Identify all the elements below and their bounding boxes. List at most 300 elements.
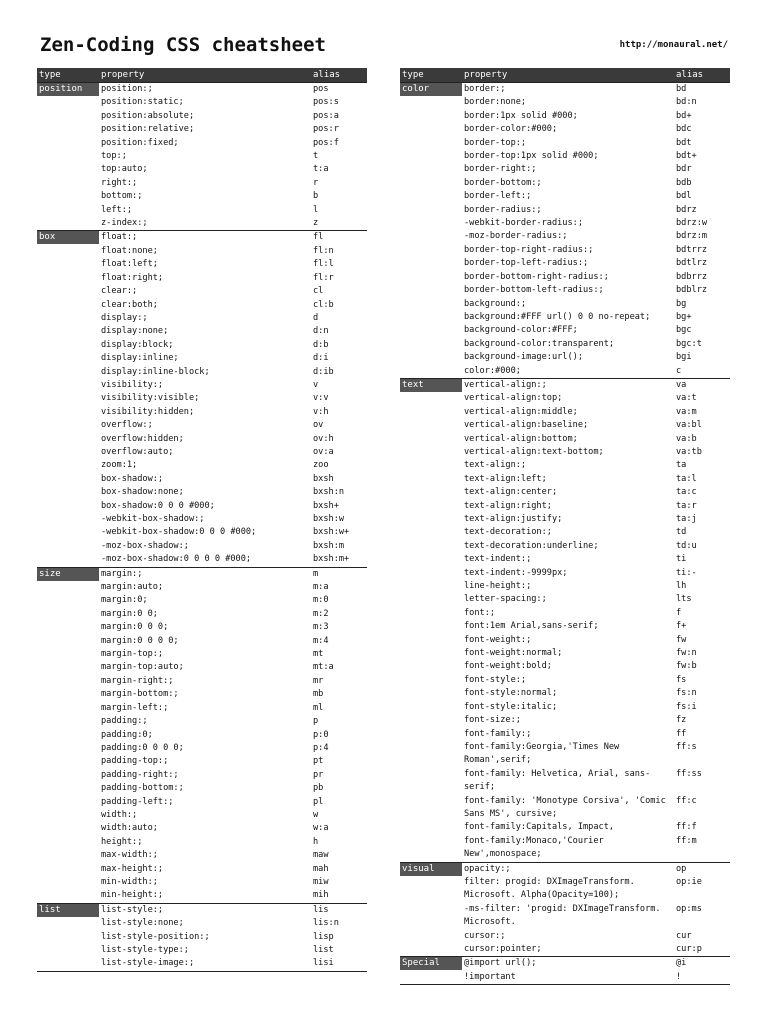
table-row: [462, 500, 730, 513]
property-cell: border-bottom:;: [464, 177, 542, 188]
property-cell: display:;: [101, 312, 148, 323]
property-cell: top:;: [101, 151, 127, 162]
property-cell: right:;: [101, 177, 138, 188]
table-row: [99, 446, 367, 459]
property-cell: background:;: [464, 298, 527, 309]
property-cell: clear:;: [101, 286, 138, 297]
alias-cell: ff:c: [676, 795, 697, 806]
group-label: position: [37, 83, 99, 96]
table-row: [462, 957, 730, 970]
alias-cell: cur:p: [676, 944, 702, 954]
property-cell: z-index:;: [101, 218, 148, 229]
alias-cell: list: [313, 945, 334, 955]
table-row: [99, 379, 367, 392]
table-row: [99, 809, 367, 822]
alias-cell: b: [313, 191, 319, 202]
property-cell: float:left;: [101, 259, 158, 270]
alias-cell: miw: [313, 876, 329, 887]
table-row: [462, 971, 730, 984]
table-row: [99, 863, 367, 876]
property-cell: padding-right:;: [101, 769, 179, 780]
table-row: [99, 177, 367, 190]
alias-cell: maw: [313, 850, 329, 861]
table-row: [462, 96, 730, 109]
alias-cell: cl:b: [313, 299, 334, 310]
table-row: [99, 231, 367, 244]
property-cell: position:fixed;: [101, 137, 179, 148]
table-row: [99, 594, 367, 607]
alias-cell: pos: [313, 84, 329, 94]
property-cell: background-image:url();: [464, 352, 583, 363]
table-row: [462, 177, 730, 190]
table-bottom-rule: [37, 971, 367, 972]
alias-cell: v:h: [313, 406, 329, 417]
property-cell: font-style:normal;: [464, 688, 558, 699]
table-row: [462, 433, 730, 446]
alias-cell: va:bl: [676, 420, 702, 431]
header-property: property: [101, 70, 145, 80]
table-row: [462, 647, 730, 660]
alias-cell: bdrz:w: [676, 218, 708, 229]
alias-cell: m:2: [313, 608, 329, 619]
property-cell: box-shadow:none;: [101, 487, 184, 498]
group-label: Special: [400, 957, 462, 970]
property-cell: visibility:;: [101, 379, 164, 390]
property-cell: vertical-align:text-bottom;: [464, 446, 604, 457]
table-row: [462, 687, 730, 700]
alias-cell: bdblrz: [676, 285, 708, 296]
property-cell: border:1px solid #000;: [464, 110, 578, 121]
table-row: [99, 190, 367, 203]
alias-cell: ov:a: [313, 446, 334, 457]
alias-cell: fl:l: [313, 259, 334, 270]
property-cell: font-style:;: [464, 674, 527, 685]
table-row: [462, 230, 730, 243]
property-cell: list-style:none;: [101, 918, 184, 929]
table-row: [462, 701, 730, 714]
table-row: [99, 822, 367, 835]
alias-cell: ov: [313, 420, 324, 431]
property-cell: height:;: [101, 836, 143, 847]
table-row: [99, 96, 367, 109]
alias-cell: bdtrrz: [676, 244, 708, 255]
property-cell: visibility:hidden;: [101, 406, 195, 417]
property-cell: filter: progid: DXImageTransform. Microsoft. Alpha(Opacity=100);: [464, 876, 635, 901]
property-cell: zoom:1;: [101, 460, 138, 471]
group-position: [37, 82, 367, 230]
alias-cell: pl: [313, 796, 324, 807]
group-text: [400, 378, 730, 862]
alias-cell: r: [313, 177, 319, 188]
table-row: [99, 245, 367, 258]
alias-cell: bd:n: [676, 97, 697, 108]
table-row: [99, 392, 367, 405]
table-row: [462, 821, 730, 834]
alias-cell: bdb: [676, 177, 692, 188]
alias-cell: mih: [313, 890, 329, 901]
property-cell: min-height:;: [101, 890, 164, 901]
table-row: [99, 272, 367, 285]
table-row: [99, 648, 367, 661]
table-row: [462, 351, 730, 364]
property-cell: font-family:Capitals, Impact,: [464, 822, 615, 833]
table-row: [99, 486, 367, 499]
property-cell: top:auto;: [101, 164, 148, 175]
alias-cell: bxsh: [313, 473, 334, 484]
alias-cell: bd: [676, 84, 687, 94]
table-row: [99, 876, 367, 889]
table-row: [462, 526, 730, 539]
group-special: [400, 956, 730, 984]
table-row: [99, 836, 367, 849]
property-cell: list-style-type:;: [101, 945, 189, 955]
alias-cell: bdrz: [676, 204, 697, 215]
table-row: [462, 674, 730, 687]
table-row: [462, 943, 730, 956]
table-row: [99, 513, 367, 526]
alias-cell: va:tb: [676, 446, 702, 457]
property-cell: position:relative;: [101, 124, 195, 135]
table-row: [99, 366, 367, 379]
alias-cell: pos:r: [313, 124, 339, 135]
property-cell: font-family:;: [464, 728, 532, 739]
table-row: [462, 244, 730, 257]
alias-cell: lis:n: [313, 918, 339, 929]
table-row: [99, 352, 367, 365]
property-cell: border-radius:;: [464, 204, 542, 215]
header-alias: alias: [676, 70, 704, 80]
property-cell: color:#000;: [464, 365, 521, 376]
alias-cell: ti: [676, 554, 687, 565]
alias-cell: c: [676, 365, 682, 376]
table-row: [462, 284, 730, 297]
property-cell: cursor:;: [464, 930, 506, 941]
table-row: [99, 137, 367, 150]
property-cell: font-weight:;: [464, 634, 532, 645]
group-label: text: [400, 379, 462, 392]
property-cell: overflow:;: [101, 420, 153, 431]
property-cell: font-family: 'Monotype Corsiva', 'Comic Sans MS', cursive;: [464, 795, 666, 819]
header-alias: alias: [313, 70, 341, 80]
alias-cell: p:0: [313, 729, 329, 740]
group-visual: [400, 862, 730, 957]
property-cell: margin:0 0 0;: [101, 622, 169, 633]
property-cell: text-indent:-9999px;: [464, 567, 568, 578]
property-cell: -moz-box-shadow:;: [101, 540, 189, 551]
alias-cell: pb: [313, 783, 324, 794]
alias-cell: op: [676, 863, 687, 874]
table-row: [99, 608, 367, 621]
alias-cell: lis: [313, 904, 329, 915]
property-cell: font-weight:bold;: [464, 661, 552, 672]
table-row: [99, 715, 367, 728]
alias-cell: h: [313, 836, 319, 847]
alias-cell: fl:r: [313, 272, 334, 283]
property-cell: list-style:;: [101, 904, 164, 915]
alias-cell: d: [313, 312, 319, 323]
property-cell: border:none;: [464, 97, 527, 108]
alias-cell: ff:s: [676, 741, 697, 752]
alias-cell: bxsh:m: [313, 540, 345, 551]
property-cell: display:inline-block;: [101, 366, 210, 377]
alias-cell: mt: [313, 649, 324, 660]
property-cell: border-left:;: [464, 191, 532, 202]
property-cell: float:right;: [101, 272, 164, 283]
group-box: [37, 230, 367, 566]
property-cell: padding-bottom:;: [101, 783, 184, 794]
alias-cell: fs:n: [676, 688, 697, 699]
alias-cell: bxsh:w+: [313, 527, 350, 538]
cheatsheet-table-right: [400, 68, 730, 985]
table-row: [99, 325, 367, 338]
property-cell: border-top:;: [464, 137, 527, 148]
alias-cell: bxsh:w: [313, 514, 345, 524]
header-type: type: [39, 70, 61, 80]
table-row: [462, 473, 730, 486]
table-row: [99, 123, 367, 136]
alias-cell: fl: [313, 232, 324, 243]
alias-cell: bdt: [676, 137, 692, 148]
table-row: [462, 190, 730, 203]
alias-cell: lisi: [313, 958, 334, 969]
property-cell: font-family: Helvetica, Arial, sans-serif;: [464, 768, 651, 793]
alias-cell: fz: [676, 715, 687, 726]
property-cell: -webkit-box-shadow:0 0 0 #000;: [101, 527, 257, 538]
property-cell: margin:0 0 0 0;: [101, 635, 179, 646]
property-cell: font-weight:normal;: [464, 648, 563, 659]
property-cell: border-right:;: [464, 164, 537, 175]
property-cell: border:;: [464, 84, 506, 94]
property-cell: list-style-image:;: [101, 958, 195, 969]
table-bottom-rule: [400, 984, 730, 985]
property-cell: font-family:Monaco,'Courier New',monospace;: [464, 835, 604, 860]
alias-cell: bdl: [676, 191, 692, 202]
property-cell: list-style-position:;: [101, 931, 210, 942]
alias-cell: lisp: [313, 931, 334, 942]
alias-cell: v:v: [313, 393, 329, 404]
alias-cell: m:a: [313, 582, 329, 593]
alias-cell: td: [676, 527, 687, 538]
header-type: type: [402, 70, 424, 80]
alias-cell: fw: [676, 634, 687, 645]
alias-cell: mt:a: [313, 662, 334, 673]
property-cell: margin:0 0;: [101, 608, 158, 619]
property-cell: display:none;: [101, 326, 169, 337]
table-row: [462, 298, 730, 311]
property-cell: visibility:visible;: [101, 393, 200, 404]
table-row: [462, 163, 730, 176]
alias-cell: ta:c: [676, 487, 697, 498]
alias-cell: @i: [676, 958, 687, 969]
property-cell: position:static;: [101, 97, 184, 108]
alias-cell: bdr: [676, 164, 692, 175]
property-cell: bottom:;: [101, 191, 143, 202]
table-row: [99, 473, 367, 486]
table-row: [99, 540, 367, 553]
property-cell: background:#FFF url() 0 0 no-repeat;: [464, 311, 651, 322]
table-row: [99, 581, 367, 594]
alias-cell: va:m: [676, 406, 697, 417]
table-row: [99, 742, 367, 755]
property-cell: max-width:;: [101, 850, 158, 861]
group-label: size: [37, 568, 99, 581]
property-cell: min-width:;: [101, 876, 158, 887]
table-row: [462, 540, 730, 553]
alias-cell: mr: [313, 675, 324, 686]
alias-cell: pr: [313, 769, 324, 780]
alias-cell: w: [313, 809, 319, 820]
alias-cell: cur: [676, 930, 692, 941]
table-row: [99, 500, 367, 513]
table-row: [99, 931, 367, 944]
table-row: [462, 567, 730, 580]
table-row: [462, 620, 730, 633]
table-header: [37, 68, 367, 82]
table-row: [462, 634, 730, 647]
alias-cell: d:n: [313, 326, 329, 337]
property-cell: border-bottom-right-radius:;: [464, 271, 609, 282]
alias-cell: ov:h: [313, 433, 334, 444]
property-cell: box-shadow:0 0 0 #000;: [101, 500, 215, 511]
table-row: [462, 876, 730, 903]
alias-cell: bgc:t: [676, 338, 702, 349]
table-row: [462, 835, 730, 862]
alias-cell: va:b: [676, 433, 697, 444]
alias-cell: ff: [676, 728, 687, 739]
property-cell: margin-right:;: [101, 675, 174, 686]
alias-cell: bg: [676, 298, 687, 309]
alias-cell: ti:-: [676, 567, 697, 578]
table-row: [99, 217, 367, 230]
alias-cell: d:b: [313, 339, 329, 350]
table-row: [99, 553, 367, 566]
property-cell: width:;: [101, 809, 138, 820]
source-url: http://monaural.net/: [619, 40, 728, 50]
property-cell: text-align:left;: [464, 473, 547, 484]
property-cell: -moz-box-shadow:0 0 0 0 #000;: [101, 554, 252, 565]
table-row: [99, 339, 367, 352]
table-row: [462, 406, 730, 419]
cheatsheet-table-left: [37, 68, 367, 972]
alias-cell: f: [676, 607, 682, 618]
property-cell: width:auto;: [101, 823, 158, 834]
table-row: [99, 110, 367, 123]
group-label: box: [37, 231, 99, 244]
alias-cell: mb: [313, 689, 324, 700]
property-cell: position:;: [101, 84, 153, 94]
table-row: [462, 150, 730, 163]
property-cell: vertical-align:middle;: [464, 406, 578, 417]
table-row: [99, 459, 367, 472]
table-row: [462, 137, 730, 150]
table-row: [99, 526, 367, 539]
alias-cell: bdtlrz: [676, 258, 708, 269]
property-cell: cursor:pointer;: [464, 944, 542, 954]
table-row: [99, 258, 367, 271]
alias-cell: ta: [676, 460, 687, 471]
table-row: [462, 513, 730, 526]
table-row: [99, 755, 367, 768]
table-row: [99, 621, 367, 634]
alias-cell: fw:b: [676, 661, 697, 672]
property-cell: text-align:justify;: [464, 514, 563, 524]
property-cell: padding-left:;: [101, 796, 174, 807]
alias-cell: ta:j: [676, 514, 697, 524]
alias-cell: ff:f: [676, 822, 697, 833]
alias-cell: f+: [676, 621, 687, 632]
property-cell: opacity:;: [464, 863, 511, 874]
property-cell: margin:auto;: [101, 582, 164, 593]
table-row: [99, 889, 367, 902]
property-cell: overflow:auto;: [101, 446, 174, 457]
alias-cell: ff:ss: [676, 768, 702, 779]
table-row: [462, 768, 730, 795]
table-row: [462, 795, 730, 822]
table-row: [462, 930, 730, 943]
alias-cell: pos:f: [313, 137, 339, 148]
property-cell: font-family:Georgia,'Times New Roman',serif;: [464, 741, 620, 766]
table-row: [462, 338, 730, 351]
property-cell: margin-bottom:;: [101, 689, 179, 700]
table-row: [99, 849, 367, 862]
group-label: visual: [400, 863, 462, 876]
alias-cell: m: [313, 568, 319, 579]
property-cell: text-align:center;: [464, 487, 558, 498]
property-cell: -ms-filter: 'progid: DXImageTransform. Microsoft.: [464, 903, 661, 928]
property-cell: vertical-align:bottom;: [464, 433, 578, 444]
table-header: [400, 68, 730, 82]
alias-cell: l: [313, 204, 319, 215]
property-cell: vertical-align:baseline;: [464, 420, 589, 431]
property-cell: text-decoration:underline;: [464, 540, 599, 551]
property-cell: font-style:italic;: [464, 701, 558, 712]
table-row: [462, 741, 730, 768]
table-row: [99, 957, 367, 970]
alias-cell: td:u: [676, 540, 697, 551]
table-row: [462, 271, 730, 284]
table-row: [99, 299, 367, 312]
alias-cell: pos:s: [313, 97, 339, 108]
property-cell: letter-spacing:;: [464, 594, 547, 605]
property-cell: margin:;: [101, 568, 143, 579]
alias-cell: p: [313, 716, 319, 727]
alias-cell: lts: [676, 594, 692, 605]
property-cell: position:absolute;: [101, 110, 195, 121]
table-row: [99, 729, 367, 742]
table-row: [99, 433, 367, 446]
alias-cell: t: [313, 151, 319, 162]
property-cell: vertical-align:;: [464, 379, 547, 390]
table-row: [462, 459, 730, 472]
page-title: Zen-Coding CSS cheatsheet: [40, 34, 326, 56]
alias-cell: t:a: [313, 164, 329, 175]
table-row: [462, 903, 730, 930]
table-row: [462, 486, 730, 499]
property-cell: background-color:transparent;: [464, 338, 615, 349]
alias-cell: bdt+: [676, 151, 697, 162]
property-cell: display:inline;: [101, 353, 179, 364]
alias-cell: ta:l: [676, 473, 697, 484]
alias-cell: bxsh:n: [313, 487, 345, 498]
table-row: [462, 419, 730, 432]
alias-cell: mah: [313, 863, 329, 874]
property-cell: padding:;: [101, 716, 148, 727]
alias-cell: zoo: [313, 460, 329, 471]
table-row: [99, 675, 367, 688]
alias-cell: bd+: [676, 110, 692, 121]
header-property: property: [464, 70, 508, 80]
table-row: [462, 257, 730, 270]
